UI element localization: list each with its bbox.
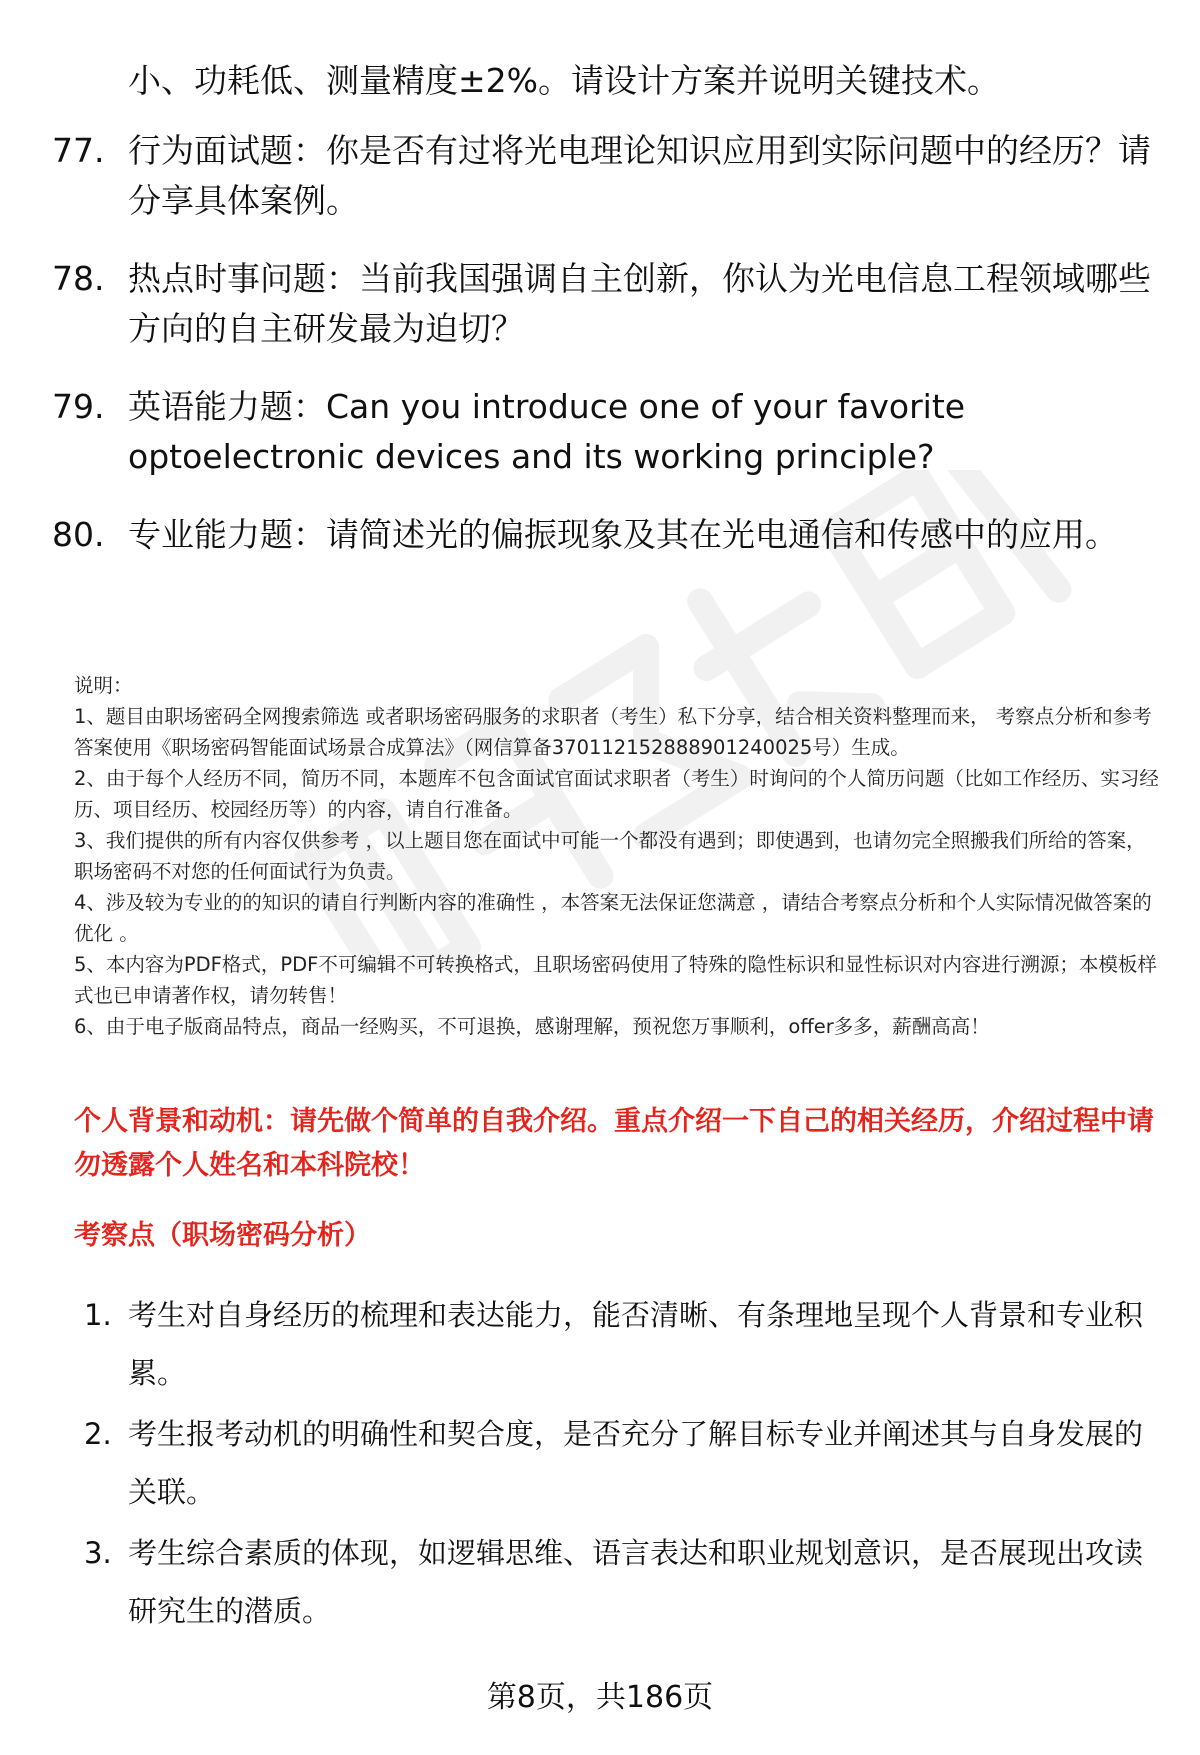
- key-point-item: [84, 1524, 1144, 1640]
- key-point-item: [84, 1286, 1144, 1402]
- question-continuation: 小、功耗低、测量精度±2%。请设计方案并说明关键技术。: [128, 61, 1001, 100]
- question-text: 专业能力题：请简述光的偏振现象及其在光电通信和传感中的应用。: [128, 515, 1118, 554]
- key-point-text: 考生对自身经历的梳理和表达能力，能否清晰、有条理地呈现个人背景和专业积累。: [128, 1298, 1144, 1390]
- note-item: 2、由于每个人经历不同，简历不同，本题库不包含面试官面试求职者（考生）时询问的个人简历问题（比如工作经历、实习经历、项目经历、校园经历等）的内容，请自行准备。: [74, 767, 1159, 821]
- question-item: [52, 254, 1152, 354]
- key-point-text: 考生报考动机的明确性和契合度，是否充分了解目标专业并阐述其与自身发展的关联。: [128, 1417, 1144, 1509]
- notes-section: [74, 670, 1159, 1042]
- question-text: 英语能力题：Can you introduce one of your favorite optoelectronic devices and its working principle?: [128, 387, 966, 476]
- note-item: 1、题目由职场密码全网搜索筛选 或者职场密码服务的求职者（考生）私下分享，结合相关资料整理而来， 考察点分析和参考答案使用《职场密码智能面试场景合成算法》（网信算备370112152888901240025号）生成。: [74, 705, 1152, 759]
- note-item: 3、我们提供的所有内容仅供参考 ，以上题目您在面试中可能一个都没有遇到；即使遇到，也请勿完全照搬我们所给的答案，职场密码不对您的任何面试行为负责。: [74, 829, 1146, 883]
- key-point-text: 考生综合素质的体现，如逻辑思维、语言表达和职业规划意识，是否展现出攻读研究生的潜质。: [128, 1536, 1144, 1628]
- question-number: 80.: [52, 515, 105, 554]
- question-item: [52, 382, 1152, 482]
- key-point-item: [84, 1405, 1144, 1521]
- question-item: [52, 510, 1152, 560]
- note-item: 4、涉及较为专业的的知识的请自行判断内容的准确性 ，本答案无法保证您满意 ，请结合考察点分析和个人实际情况做答案的优化 。: [74, 891, 1152, 945]
- question-text: 行为面试题：你是否有过将光电理论知识应用到实际问题中的经历？请分享具体案例。: [128, 131, 1151, 220]
- key-point-number: 3.: [84, 1536, 112, 1570]
- question-number: 78.: [52, 259, 105, 298]
- highlighted-question: 个人背景和动机：请先做个简单的自我介绍。重点介绍一下自己的相关经历，介绍过程中请勿透露个人姓名和本科院校！: [74, 1106, 1154, 1181]
- question-number: 79.: [52, 387, 105, 426]
- key-points-list: [84, 1286, 1144, 1643]
- question-text: 热点时事问题：当前我国强调自主创新，你认为光电信息工程领域哪些方向的自主研发最为迫切？: [128, 259, 1151, 348]
- note-item: 6、由于电子版商品特点，商品一经购买，不可退换，感谢理解，预祝您万事顺利，offer多多，薪酬高高！: [74, 1015, 990, 1038]
- page-footer: 第8页，共186页: [486, 1680, 714, 1715]
- key-point-number: 1.: [84, 1298, 112, 1332]
- question-item: [52, 126, 1152, 226]
- note-item: 5、本内容为PDF格式，PDF不可编辑不可转换格式，且职场密码使用了特殊的隐性标识和显性标识对内容进行溯源；本模板样式也已申请著作权，请勿转售！: [74, 953, 1157, 1007]
- key-point-number: 2.: [84, 1417, 112, 1451]
- notes-title: 说明：: [74, 674, 133, 697]
- key-points-heading: 考察点（职场密码分析）: [74, 1220, 371, 1251]
- question-number: 77.: [52, 131, 105, 170]
- question-list: [52, 56, 1152, 588]
